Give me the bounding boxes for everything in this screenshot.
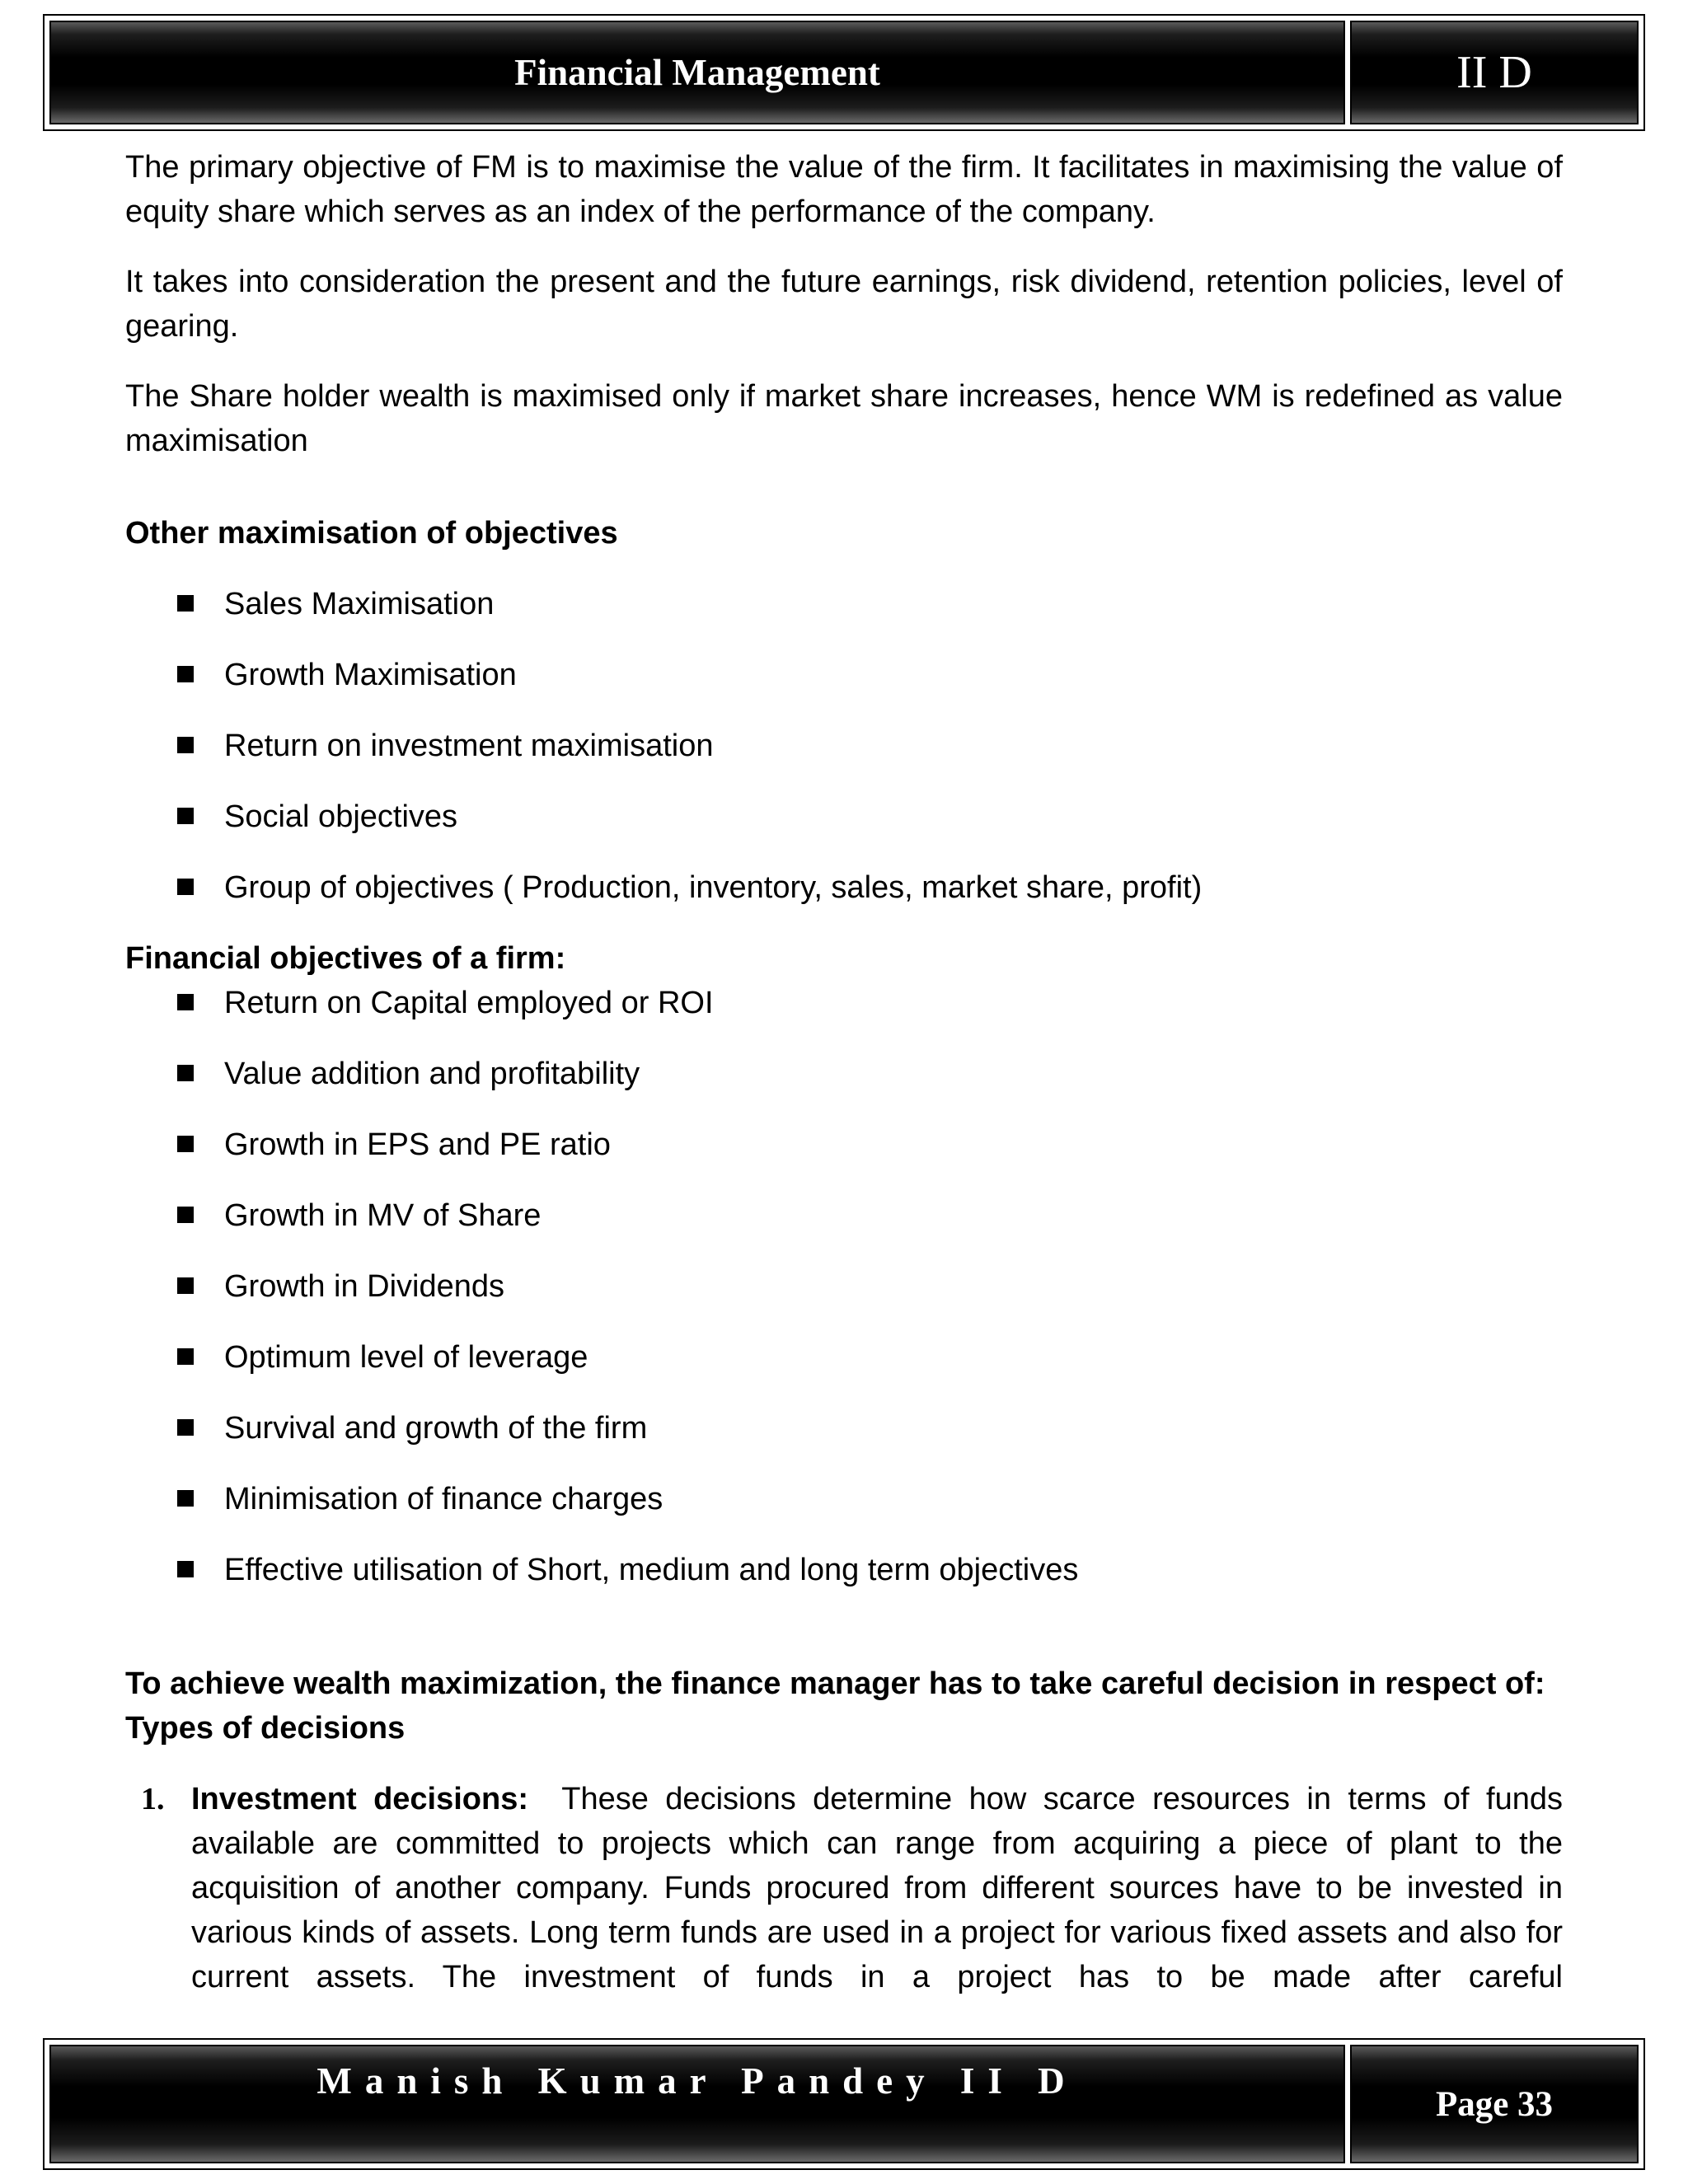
footer-bar	[49, 2045, 1639, 2163]
square-bullet-icon	[177, 1136, 194, 1152]
list-item: Sales Maximisation	[125, 582, 1563, 626]
list-item: Return on Capital employed or ROI	[125, 981, 1563, 1025]
other-objectives-heading: Other maximisation of objectives	[125, 516, 618, 551]
page-footer	[43, 2038, 1645, 2170]
header-section-cell	[1350, 21, 1639, 124]
wealth-maximization-heading: To achieve wealth maximization, the finance manager has to take careful decision in respect of:	[125, 1666, 1545, 1701]
other-objectives-list	[125, 582, 1563, 910]
intro-paragraph-3: The Share holder wealth is maximised only if market share increases, hence WM is redefined as value maximisation	[125, 379, 1563, 458]
financial-objectives-heading: Financial objectives of a firm:	[125, 941, 566, 976]
financial-objectives-list	[125, 981, 1563, 1592]
document-title: Financial Management	[514, 52, 880, 93]
square-bullet-icon	[177, 1561, 194, 1577]
square-bullet-icon	[177, 666, 194, 682]
list-item: Growth Maximisation	[125, 653, 1563, 697]
list-item: Growth in MV of Share	[125, 1193, 1563, 1238]
square-bullet-icon	[177, 1348, 194, 1365]
square-bullet-icon	[177, 994, 194, 1010]
header-title-cell	[49, 21, 1345, 124]
list-item: Optimum level of leverage	[125, 1335, 1563, 1380]
page-header	[43, 14, 1645, 131]
decision-title: Investment decisions:	[191, 1782, 529, 1816]
section-label: II D	[1456, 47, 1532, 98]
decision-text: These decisions determine how scarce resources in terms of funds available are committed to projects which can range from acquiring a piece of plant to the acquisition of another company. Funds procured from different sources have to be invested in various kinds of assets. Long term funds are used in a project for various fixed assets and also for current assets. The investment of funds in a project has to be made after careful	[191, 1782, 1563, 1994]
list-item: Return on investment maximisation	[125, 724, 1563, 768]
square-bullet-icon	[177, 1419, 194, 1436]
square-bullet-icon	[177, 595, 194, 612]
author-name: Manish Kumar Pandey II D	[316, 2060, 1078, 2102]
intro-paragraph-2: It takes into consideration the present and the future earnings, risk dividend, retention policies, level of gearing.	[125, 265, 1563, 344]
square-bullet-icon	[177, 808, 194, 824]
list-item: Social objectives	[125, 794, 1563, 839]
decisions-list	[125, 1777, 1563, 1999]
list-item: Growth in EPS and PE ratio	[125, 1122, 1563, 1167]
square-bullet-icon	[177, 737, 194, 753]
page-number: Page 33	[1435, 2084, 1554, 2124]
intro-paragraph-1: The primary objective of FM is to maximise the value of the firm. It facilitates in maximising the value of equity share which serves as an index of the performance of the company.	[125, 150, 1563, 229]
footer-page-cell	[1350, 2045, 1639, 2163]
square-bullet-icon	[177, 1065, 194, 1081]
page-content	[125, 145, 1563, 1999]
square-bullet-icon	[177, 1277, 194, 1294]
decision-item	[125, 1777, 1563, 1999]
square-bullet-icon	[177, 1490, 194, 1507]
list-item: Growth in Dividends	[125, 1264, 1563, 1309]
square-bullet-icon	[177, 1207, 194, 1223]
decision-number: 1.	[141, 1782, 165, 1816]
types-of-decisions-heading: Types of decisions	[125, 1711, 406, 1746]
list-item: Effective utilisation of Short, medium and long term objectives	[125, 1548, 1563, 1592]
header-bar	[49, 21, 1639, 124]
footer-author-cell	[49, 2045, 1345, 2163]
square-bullet-icon	[177, 879, 194, 895]
list-item: Survival and growth of the firm	[125, 1406, 1563, 1451]
list-item: Value addition and profitability	[125, 1052, 1563, 1096]
list-item: Minimisation of finance charges	[125, 1477, 1563, 1521]
list-item: Group of objectives ( Production, inventory, sales, market share, profit)	[125, 865, 1563, 910]
